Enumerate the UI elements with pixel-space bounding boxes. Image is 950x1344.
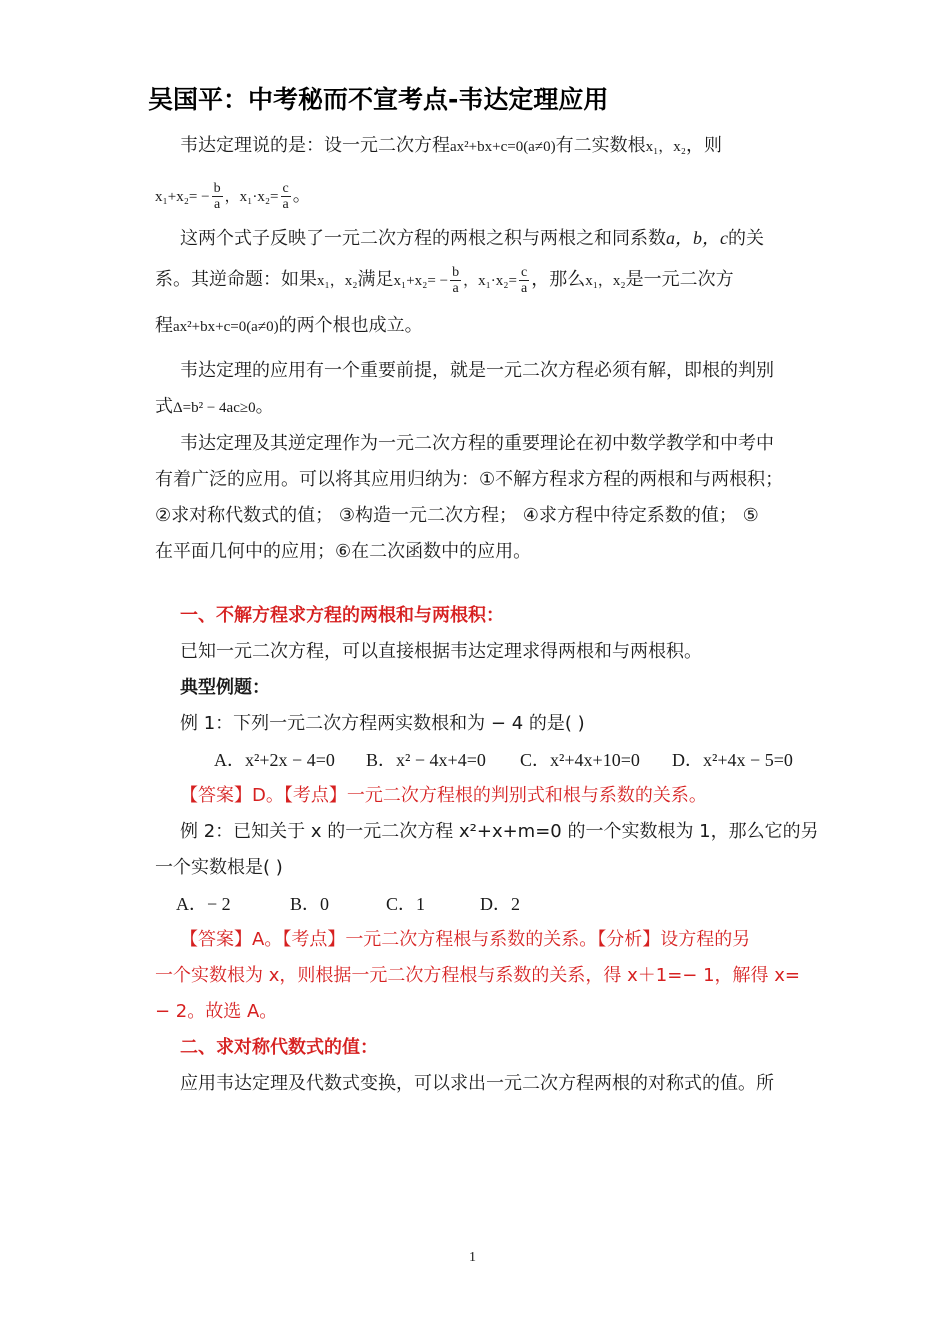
p4-line-3: ②求对称代数式的值； ③构造一元二次方程； ④求方程中待定系数的值； ⑤ xyxy=(155,505,759,526)
section-2-text: 应用韦达定理及代数式变换，可以求出一元二次方程两根的对称式的值。所 xyxy=(180,1073,774,1094)
example-2-option-c: C．1 xyxy=(386,894,426,914)
example-2-question-line-1: 例 2：已知关于 x 的一元二次方程 x²+x+m=0 的一个实数根为 1，那么它的另 xyxy=(180,821,819,842)
p3-line-2: 式Δ=b² − 4ac≥0。 xyxy=(155,396,274,417)
section-1-text: 已知一元二次方程，可以直接根据韦达定理求得两根和与两根积。 xyxy=(180,641,702,662)
p3-line-1: 韦达定理的应用有一个重要前提，就是一元二次方程必须有解，即根的判别 xyxy=(180,360,774,381)
fraction-b-over-a: $\frac{b}{a}$ xyxy=(213,180,221,212)
example-2-answer-line-1: 【答案】A。【考点】一元二次方程根与系数的关系。【分析】设方程的另 xyxy=(180,929,751,950)
p4-line-2: 有着广泛的应用。可以将其应用归纳为：①不解方程求方程的两根和与两根积； xyxy=(155,469,784,490)
intro-text: 有二实数根 xyxy=(555,135,646,156)
equation: ax²+bx+c=0(a≠0) xyxy=(450,139,556,155)
discriminant: Δ=b² − 4ac≥0 xyxy=(173,400,256,416)
p2-line-2: 系。其逆命题：如果x₁，x₂满足x₁+x₂= − $\frac{b}{a}$ ，x₁·x₂= $\frac{c}{a}$ ，那么x₁，x₂是一元二次方 xyxy=(155,264,734,296)
p2-line-3: 程ax²+bx+c=0(a≠0)的两个根也成立。 xyxy=(155,315,423,336)
example-2-answer-line-3: − 2。故选 A。 xyxy=(155,1001,278,1022)
example-1-question: 例 1：下列一元二次方程两实数根和为 − 4 的是( ) xyxy=(180,713,585,734)
example-1-option-a: A．x²+2x − 4=0 xyxy=(214,750,335,770)
p2-line-1: 这两个式子反映了一元二次方程的两根之积与两根之和同系数a，b，c的关 xyxy=(180,228,764,249)
page-title: 吴国平：中考秘而不宣考点-韦达定理应用 xyxy=(148,85,609,114)
intro-text: 韦达定理说的是：设一元二次方程 xyxy=(180,135,450,156)
example-2-option-d: D．2 xyxy=(480,894,520,914)
section-1-heading: 一、不解方程求方程的两根和与两根积： xyxy=(180,605,504,626)
intro-line-2: x₁+x₂= − $\frac{b}{a}$ ，x₁·x₂= $\frac{c}{a}$ 。 xyxy=(155,180,311,212)
sum-formula: x₁+x₂= − xyxy=(155,189,210,205)
p4-line-1: 韦达定理及其逆定理作为一元二次方程的重要理论在初中数学教学和中考中 xyxy=(180,433,774,454)
example-2-option-b: B．0 xyxy=(290,894,330,914)
example-2-question-line-2: 一个实数根是( ) xyxy=(155,857,283,878)
fraction-c-over-a: $\frac{c}{a}$ xyxy=(282,180,289,212)
example-2-option-a: A．− 2 xyxy=(176,894,231,914)
section-2-heading: 二、求对称代数式的值： xyxy=(180,1037,378,1058)
intro-line-1 xyxy=(180,134,722,159)
roots: x₁，x₂ xyxy=(645,139,687,155)
equation: ax²+bx+c=0(a≠0) xyxy=(173,319,279,335)
page-number: 1 xyxy=(469,1250,476,1265)
example-1-option-c: C．x²+4x+10=0 xyxy=(520,750,640,770)
example-1-option-b: B．x² − 4x+4=0 xyxy=(366,750,486,770)
product-formula: ，x₁·x₂= xyxy=(224,189,279,205)
intro-text: ，则 xyxy=(686,135,723,156)
fraction-b-over-a: $\frac{b}{a}$ xyxy=(452,264,460,296)
example-1-option-d: D．x²+4x − 5=0 xyxy=(672,750,793,770)
example-2-answer-line-2: 一个实数根为 x，则根据一元二次方程根与系数的关系，得 x＋1=− 1，解得 x= xyxy=(155,965,800,986)
fraction-c-over-a: $\frac{c}{a}$ xyxy=(520,264,528,296)
typical-examples-label: 典型例题： xyxy=(180,677,270,698)
example-1-answer: 【答案】D。【考点】一元二次方程根的判别式和根与系数的关系。 xyxy=(180,785,707,806)
p4-line-4: 在平面几何中的应用；⑥在二次函数中的应用。 xyxy=(155,541,532,562)
